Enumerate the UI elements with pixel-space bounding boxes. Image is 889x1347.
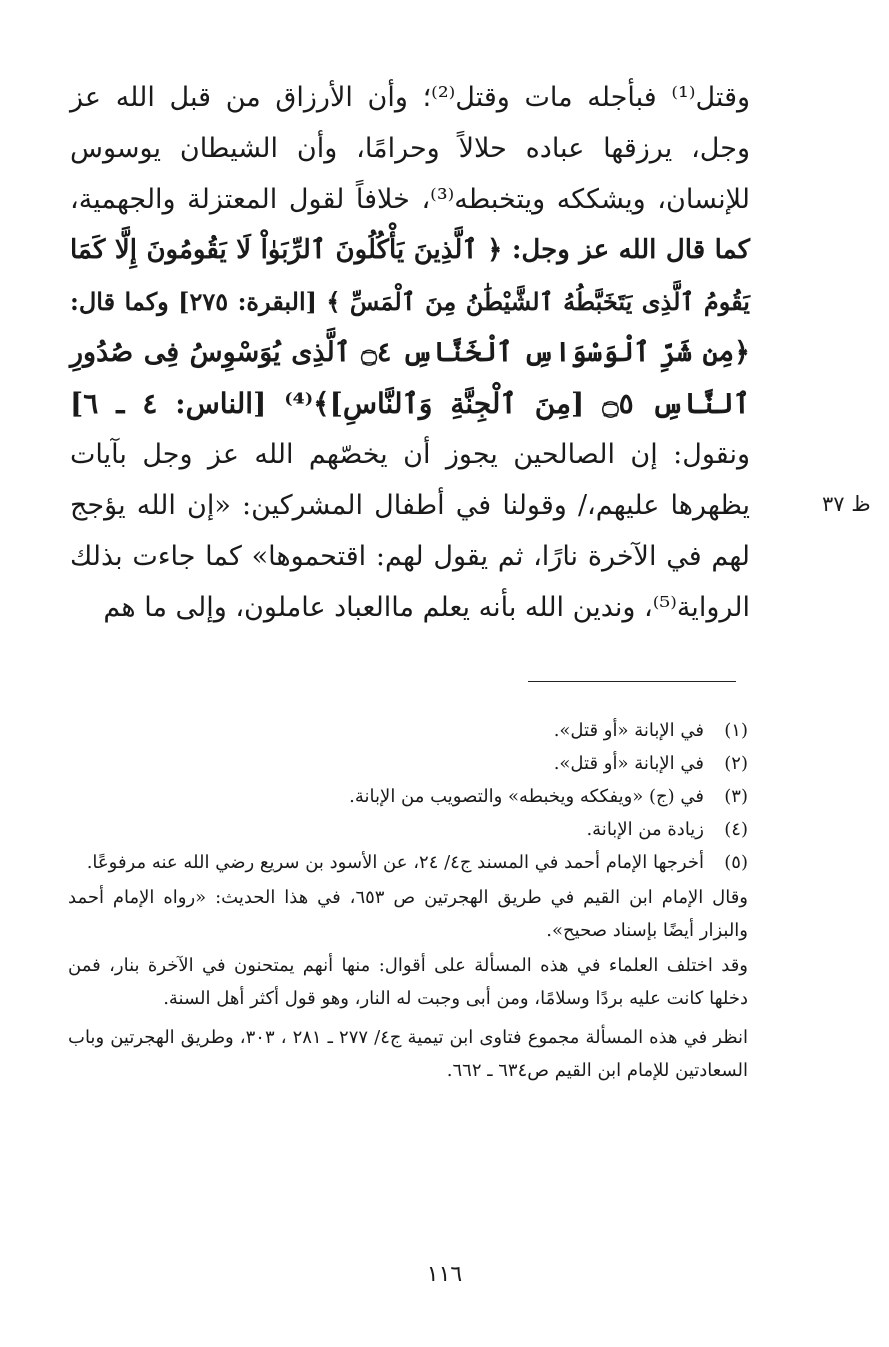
text-line: لهم في الآخرة نارًا، ثم يقول لهم: اقتحموها» كما جاءت بذلك	[70, 541, 750, 572]
footnote-text: في الإبانة «أو قتل».	[553, 753, 704, 774]
quran-line: ﴿مِن شَرِّ ٱلْوَسْوَاسِ ٱلْخَنَّاسِ ۝٤ ٱلَّذِى يُوَسْوِسُ فِى صُدُورِ	[70, 337, 750, 368]
footnote	[68, 780, 748, 813]
footnote-paragraph: وقد اختلف العلماء في هذه المسألة على أقوال: منها أنهم يمتحنون في الآخرة بنار، فمن دخلها كانت عليه بردًا وسلامًا، ومن أبى وجبت له النار، وهو قول أكثر أهل السنة.	[68, 955, 748, 1009]
text-line: الرواية⁽⁵⁾، وندين الله بأنه يعلم ماالعباد عاملون، وإلى ما هم	[103, 592, 750, 623]
footnotes	[68, 714, 748, 1087]
footnote-text: زيادة من الإبانة.	[586, 819, 704, 840]
page-number: ١١٦	[426, 1262, 463, 1287]
footnote-number: (١)	[724, 720, 748, 741]
quran-line: ٱلنَّاسِ ۝٥ [مِنَ ٱلْجِنَّةِ وَٱلنَّاسِ]﴾⁽⁴⁾ [الناس: ٤ ـ ٦]	[70, 387, 751, 420]
footnote-separator	[528, 681, 736, 682]
footnote-number: (٥)	[724, 852, 748, 873]
manuscript-folio-marker: ظ ٣٧	[822, 492, 871, 516]
footnote-text: أخرجها الإمام أحمد في المسند ج٤/ ٢٤، عن الأسود بن سريع رضي الله عنه مرفوعًا.	[86, 852, 704, 873]
footnote	[68, 813, 748, 846]
text-line: وجل، يرزقها عباده حلالاً وحرامًا، وأن الشيطان يوسوس	[70, 133, 750, 164]
main-text	[70, 72, 750, 633]
footnote-text: في الإبانة «أو قتل».	[553, 720, 704, 741]
text-line: للإنسان، ويشككه ويتخبطه⁽³⁾، خلافاً لقول المعتزلة والجهمية،	[70, 184, 751, 215]
footnote	[68, 714, 748, 747]
quran-line: كما قال الله عز وجل: ﴿ ٱلَّذِينَ يَأْكُلُونَ ٱلرِّبَوٰاْ لَا يَقُومُونَ إِلَّا كَمَا	[70, 235, 750, 265]
footnote-paragraph: انظر في هذه المسألة مجموع فتاوى ابن تيمية ج٤/ ٢٧٧ ـ ٢٨١ ، ٣٠٣، وطريق الهجرتين وباب السعادتين للإمام ابن القيم ص٦٣٤ ـ ٦٦٢.	[68, 1027, 748, 1081]
quran-line: يَقُومُ ٱلَّذِى يَتَخَبَّطُهُ ٱلشَّيْطَٰنُ مِنَ ٱلْمَسِّ ﴾ [البقرة: ٢٧٥] وكما قال:	[70, 287, 750, 316]
text-line: ونقول: إن الصالحين يجوز أن يخصّهم الله عز وجل بآيات	[70, 439, 750, 470]
footnote-paragraph: وقال الإمام ابن القيم في طريق الهجرتين ص ٦٥٣، في هذا الحديث: «رواه الإمام أحمد والبزار أيضًا بإسناد صحيح».	[68, 887, 748, 941]
footnote	[68, 747, 748, 780]
footnote-text: في (ج) «ويفككه ويخبطه» والتصويب من الإبانة.	[349, 786, 704, 807]
text-line: وقتل⁽¹⁾ فبأجله مات وقتل⁽²⁾؛ وأن الأرزاق من قبل الله عز	[70, 82, 751, 113]
text-line: يظهرها عليهم،/ وقولنا في أطفال المشركين: «إن الله يؤجج	[70, 490, 750, 521]
footnote-number: (٣)	[724, 786, 748, 807]
footnote-number: (٢)	[724, 753, 748, 774]
footnote-number: (٤)	[724, 819, 748, 840]
footnote	[68, 846, 748, 879]
